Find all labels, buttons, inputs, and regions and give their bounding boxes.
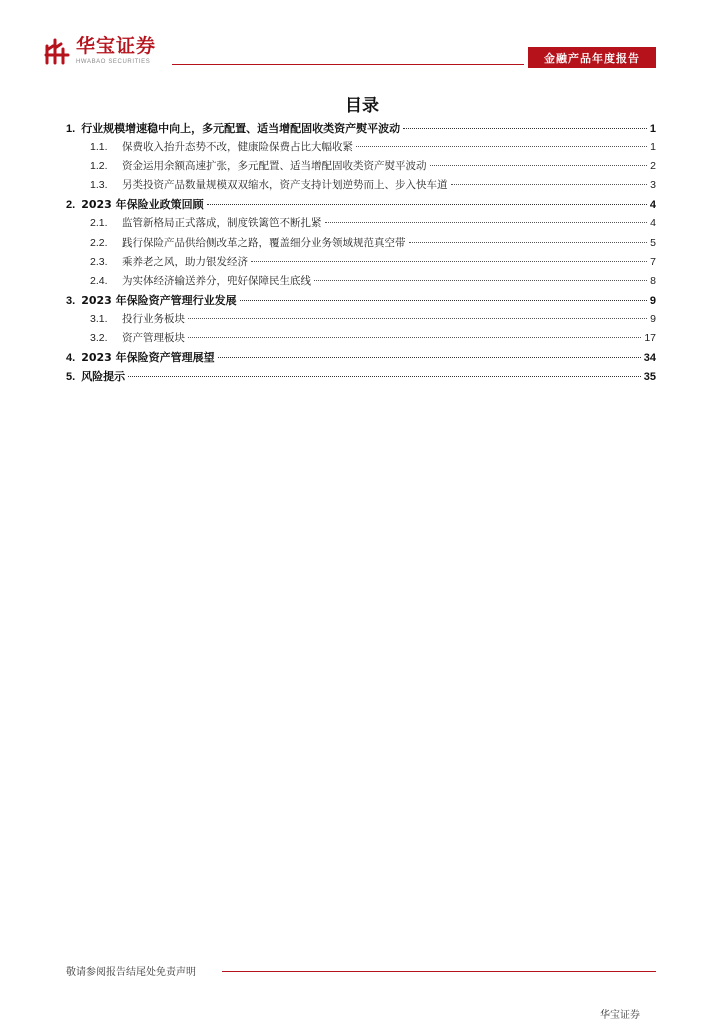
toc-entry-page: 9 <box>650 312 656 325</box>
toc-leader-dots <box>430 165 648 166</box>
toc-entry-page: 1 <box>650 141 656 154</box>
toc-entry-1[interactable] <box>66 120 656 139</box>
toc-entry-5[interactable] <box>66 368 656 387</box>
toc-entry-3[interactable] <box>66 292 656 311</box>
toc-entry-3-2[interactable] <box>66 330 656 349</box>
toc-leader-dots <box>207 204 647 205</box>
toc-entry-number: 2.4. <box>90 274 108 287</box>
footer-disclaimer: 敬请参阅报告结尾处免责声明 <box>66 967 196 978</box>
toc-entry-page: 5 <box>650 236 656 249</box>
toc-entry-number: 4. <box>66 352 76 365</box>
toc-entry-number: 5. <box>66 371 76 384</box>
toc-entry-page: 4 <box>649 199 656 212</box>
toc-entry-title: 投行业务板块 <box>122 312 185 325</box>
toc-entry-number: 3.2. <box>90 332 108 345</box>
toc-entry-number: 1.1. <box>90 141 108 154</box>
toc-entry-number: 3.1. <box>90 312 108 325</box>
toc-entry-2-2[interactable] <box>66 235 656 254</box>
toc-title: 目录 <box>345 96 379 116</box>
toc-entry-1-3[interactable] <box>66 177 656 196</box>
toc-entry-title: 2023 年保险资产管理行业发展 <box>81 293 237 307</box>
toc-leader-dots <box>314 280 647 281</box>
report-type-tag: 金融产品年度报告 <box>528 47 656 68</box>
toc-entry-page: 7 <box>650 255 656 268</box>
toc-entry-1-1[interactable] <box>66 139 656 158</box>
toc-entry-title: 保费收入抬升态势不改，健康险保费占比大幅收紧 <box>122 141 353 154</box>
toc-entry-title: 为实体经济输送养分，兜好保障民生底线 <box>122 274 311 287</box>
toc-entry-page: 8 <box>650 274 656 287</box>
page-header <box>0 0 724 80</box>
toc-entry-page: 34 <box>643 352 656 365</box>
toc-leader-dots <box>240 300 647 301</box>
toc-leader-dots <box>356 146 647 147</box>
toc-entry-number: 2.3. <box>90 255 108 268</box>
toc-entry-title: 资产管理板块 <box>122 332 185 345</box>
footer-divider <box>222 971 656 972</box>
toc-entry-number: 3. <box>66 294 76 307</box>
toc-entry-title: 2023 年保险资产管理展望 <box>81 351 215 365</box>
toc-leader-dots <box>403 128 647 129</box>
toc-entry-title: 乘养老之风，助力银发经济 <box>122 255 248 268</box>
logo-english-name: HWABAO SECURITIES <box>76 59 151 65</box>
company-logo <box>44 36 156 66</box>
toc-leader-dots <box>188 318 647 319</box>
toc-entry-page: 1 <box>649 123 656 135</box>
toc-leader-dots <box>451 184 648 185</box>
hwabao-logo-icon <box>44 36 70 66</box>
toc-leader-dots <box>128 376 641 377</box>
toc-entry-title: 另类投资产品数量规模双双缩水，资产支持计划逆势而上、步入快车道 <box>122 179 448 192</box>
toc-entry-page: 3 <box>650 179 656 192</box>
toc-entry-title: 风险提示 <box>81 370 126 384</box>
toc-entry-number: 1. <box>66 123 76 135</box>
toc-leader-dots <box>325 222 648 223</box>
toc-entry-4[interactable] <box>66 349 656 368</box>
toc-entry-number: 2.2. <box>90 236 108 249</box>
toc-leader-dots <box>251 261 647 262</box>
toc-entry-title: 资金运用余额高速扩张，多元配置、适当增配固收类资产熨平波动 <box>122 160 427 173</box>
toc-entry-page: 4 <box>650 217 656 230</box>
logo-chinese-name: 华宝证券 <box>76 35 157 57</box>
toc-entry-number: 2.1. <box>90 217 108 230</box>
toc-leader-dots <box>409 242 648 243</box>
toc-entry-page: 17 <box>644 332 656 345</box>
toc-entry-2[interactable] <box>66 196 656 215</box>
toc-entry-title: 行业规模增速稳中向上，多元配置、适当增配固收类资产熨平波动 <box>81 122 401 135</box>
toc-entry-title: 监管新格局正式落成，制度铁篱笆不断扎紧 <box>122 217 322 230</box>
toc-entry-1-2[interactable] <box>66 158 656 177</box>
table-of-contents <box>66 120 656 387</box>
toc-entry-number: 2. <box>66 199 76 212</box>
footer-brand: 华宝证券 <box>600 1010 640 1021</box>
toc-entry-title: 践行保险产品供给侧改革之路，覆盖细分业务领域规范真空带 <box>122 236 406 249</box>
toc-entry-number: 1.3. <box>90 179 108 192</box>
toc-entry-number: 1.2. <box>90 160 108 173</box>
toc-entry-page: 35 <box>643 371 656 384</box>
header-divider <box>172 64 524 65</box>
toc-entry-3-1[interactable] <box>66 311 656 330</box>
toc-entry-page: 9 <box>649 294 656 307</box>
toc-leader-dots <box>188 337 641 338</box>
toc-entry-2-3[interactable] <box>66 254 656 273</box>
toc-entry-2-1[interactable] <box>66 215 656 234</box>
toc-entry-2-4[interactable] <box>66 273 656 292</box>
toc-entry-page: 2 <box>650 160 656 173</box>
toc-leader-dots <box>218 357 641 358</box>
toc-entry-title: 2023 年保险业政策回顾 <box>81 198 204 212</box>
